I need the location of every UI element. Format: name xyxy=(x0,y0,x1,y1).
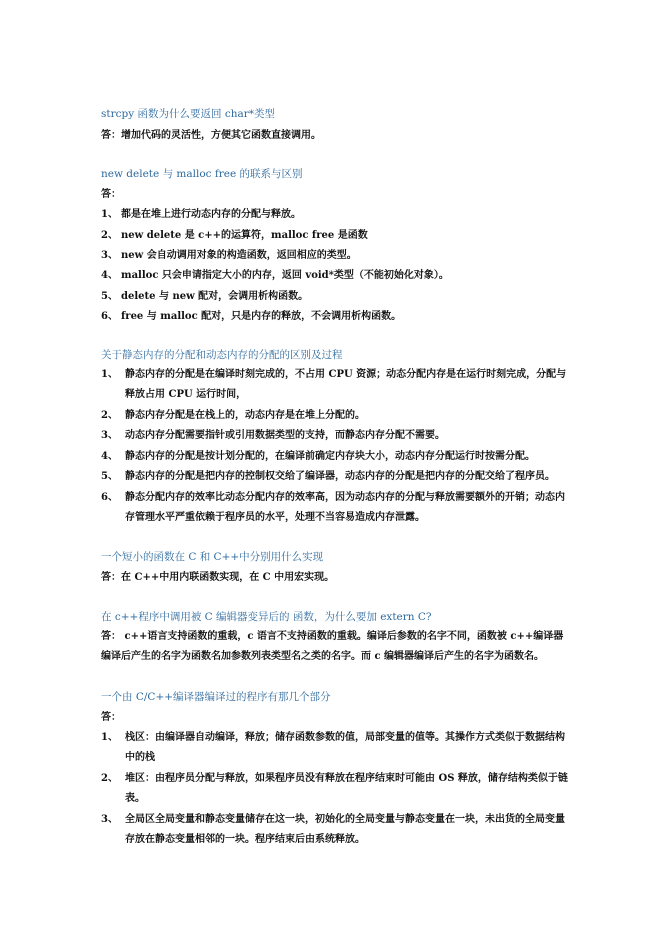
answer-extern-c: 答： c++语言支持函数的重载，c 语言不支持函数的重载。编译后参数的名字不同，函数被 c++编译器编译后产生的名字为函数名加参数列表类型名之类的名字。而 c 编辑器编译后产生的名字为函数名。 xyxy=(101,631,564,662)
answer-strcpy: 答：增加代码的灵活性，方便其它函数直接调用。 xyxy=(101,130,321,141)
list-number: 3、 xyxy=(101,814,118,825)
list-text: free 与 malloc 配对，只是内存的释放，不会调用析构函数。 xyxy=(121,311,402,322)
list-number: 5、 xyxy=(101,471,118,482)
list-item xyxy=(101,406,571,426)
list-item xyxy=(101,266,571,286)
list-number: 4、 xyxy=(101,270,118,281)
list-item xyxy=(101,365,571,405)
question-extern-c: 在 c++程序中调用被 C 编辑器变异后的 函数，为什么要加 extern C? xyxy=(101,611,432,623)
list-item xyxy=(101,246,571,266)
list-number: 1、 xyxy=(101,732,118,743)
list-number: 1、 xyxy=(101,369,118,380)
list-number: 4、 xyxy=(101,451,118,462)
list-text: 栈区：由编译器自动编译，释放；储存函数参数的值，局部变量的值等。其操作方式类似于数据结构中的栈 xyxy=(125,732,565,763)
list-text: 动态内存分配需要指针或引用数据类型的支持，而静态内存分配不需要。 xyxy=(125,430,445,441)
list-item xyxy=(101,447,571,467)
list-item xyxy=(101,488,571,528)
list-text: 都是在堆上进行动态内存的分配与释放。 xyxy=(121,209,301,220)
question-static-dynamic-memory: 关于静态内存的分配和动态内存的分配的区别及过程 xyxy=(101,349,343,361)
list-text: new 会自动调用对象的构造函数，返回相应的类型。 xyxy=(121,250,357,261)
list-number: 6、 xyxy=(101,311,118,322)
answer-label: 答： xyxy=(101,712,121,723)
list-text: 全局区全局变量和静态变量储存在这一块，初始化的全局变量与静态变量在一块，未出货的全局变量存放在静态变量相邻的一块。程序结束后由系统释放。 xyxy=(125,814,565,845)
list-text: 静态内存的分配是在编译时刻完成的，不占用 CPU 资源；动态分配内存是在运行时刻完成，分配与释放占用 CPU 运行时间， xyxy=(125,369,567,400)
list-number: 3、 xyxy=(101,430,118,441)
list-text: new delete 是 c++的运算符，malloc free 是函数 xyxy=(121,230,368,241)
list-item xyxy=(101,226,571,246)
list-text: 静态内存分配是在栈上的，动态内存是在堆上分配的。 xyxy=(125,410,365,421)
list-number: 5、 xyxy=(101,291,118,302)
list-item xyxy=(101,287,571,307)
list-item xyxy=(101,205,571,225)
list-text: delete 与 new 配对，会调用析构函数。 xyxy=(121,291,309,302)
question-strcpy: strcpy 函数为什么要返回 char*类型 xyxy=(101,108,276,120)
list-number: 2、 xyxy=(101,410,118,421)
list-number: 3、 xyxy=(101,250,118,261)
list-text: 静态内存的分配是把内存的控制权交给了编译器，动态内存的分配是把内存的分配交给了程序员。 xyxy=(125,471,555,482)
list-text: 静态内存的分配是按计划分配的，在编译前确定内存块大小，动态内存分配运行时按需分配。 xyxy=(125,451,535,462)
list-item xyxy=(101,810,571,850)
list-number: 1、 xyxy=(101,209,118,220)
answer-label: 答： xyxy=(101,189,121,200)
list-item xyxy=(101,467,571,487)
question-program-sections: 一个由 C/C++编译器编译过的程序有那几个部分 xyxy=(101,691,331,703)
list-number: 6、 xyxy=(101,492,118,503)
list-text: 静态分配内存的效率比动态分配内存的效率高，因为动态内存的分配与释放需要额外的开销；动态内存管理水平严重依赖于程序员的水平，处理不当容易造成内存泄露。 xyxy=(125,492,565,523)
list-number: 2、 xyxy=(101,773,118,784)
list-item xyxy=(101,769,571,809)
list-item xyxy=(101,728,571,768)
answer-short-function: 答：在 C++中用内联函数实现，在 C 中用宏实现。 xyxy=(101,572,335,583)
list-number: 2、 xyxy=(101,230,118,241)
list-text: malloc 只会申请指定大小的内存，返回 void*类型（不能初始化对象）。 xyxy=(121,270,449,281)
question-short-function: 一个短小的函数在 C 和 C++中分别用什么实现 xyxy=(101,551,324,563)
question-new-delete: new delete 与 malloc free 的联系与区别 xyxy=(101,168,303,180)
list-item xyxy=(101,426,571,446)
list-item xyxy=(101,307,571,327)
list-text: 堆区：由程序员分配与释放，如果程序员没有释放在程序结束时可能由 OS 释放，储存结构类似于链表。 xyxy=(125,773,568,804)
